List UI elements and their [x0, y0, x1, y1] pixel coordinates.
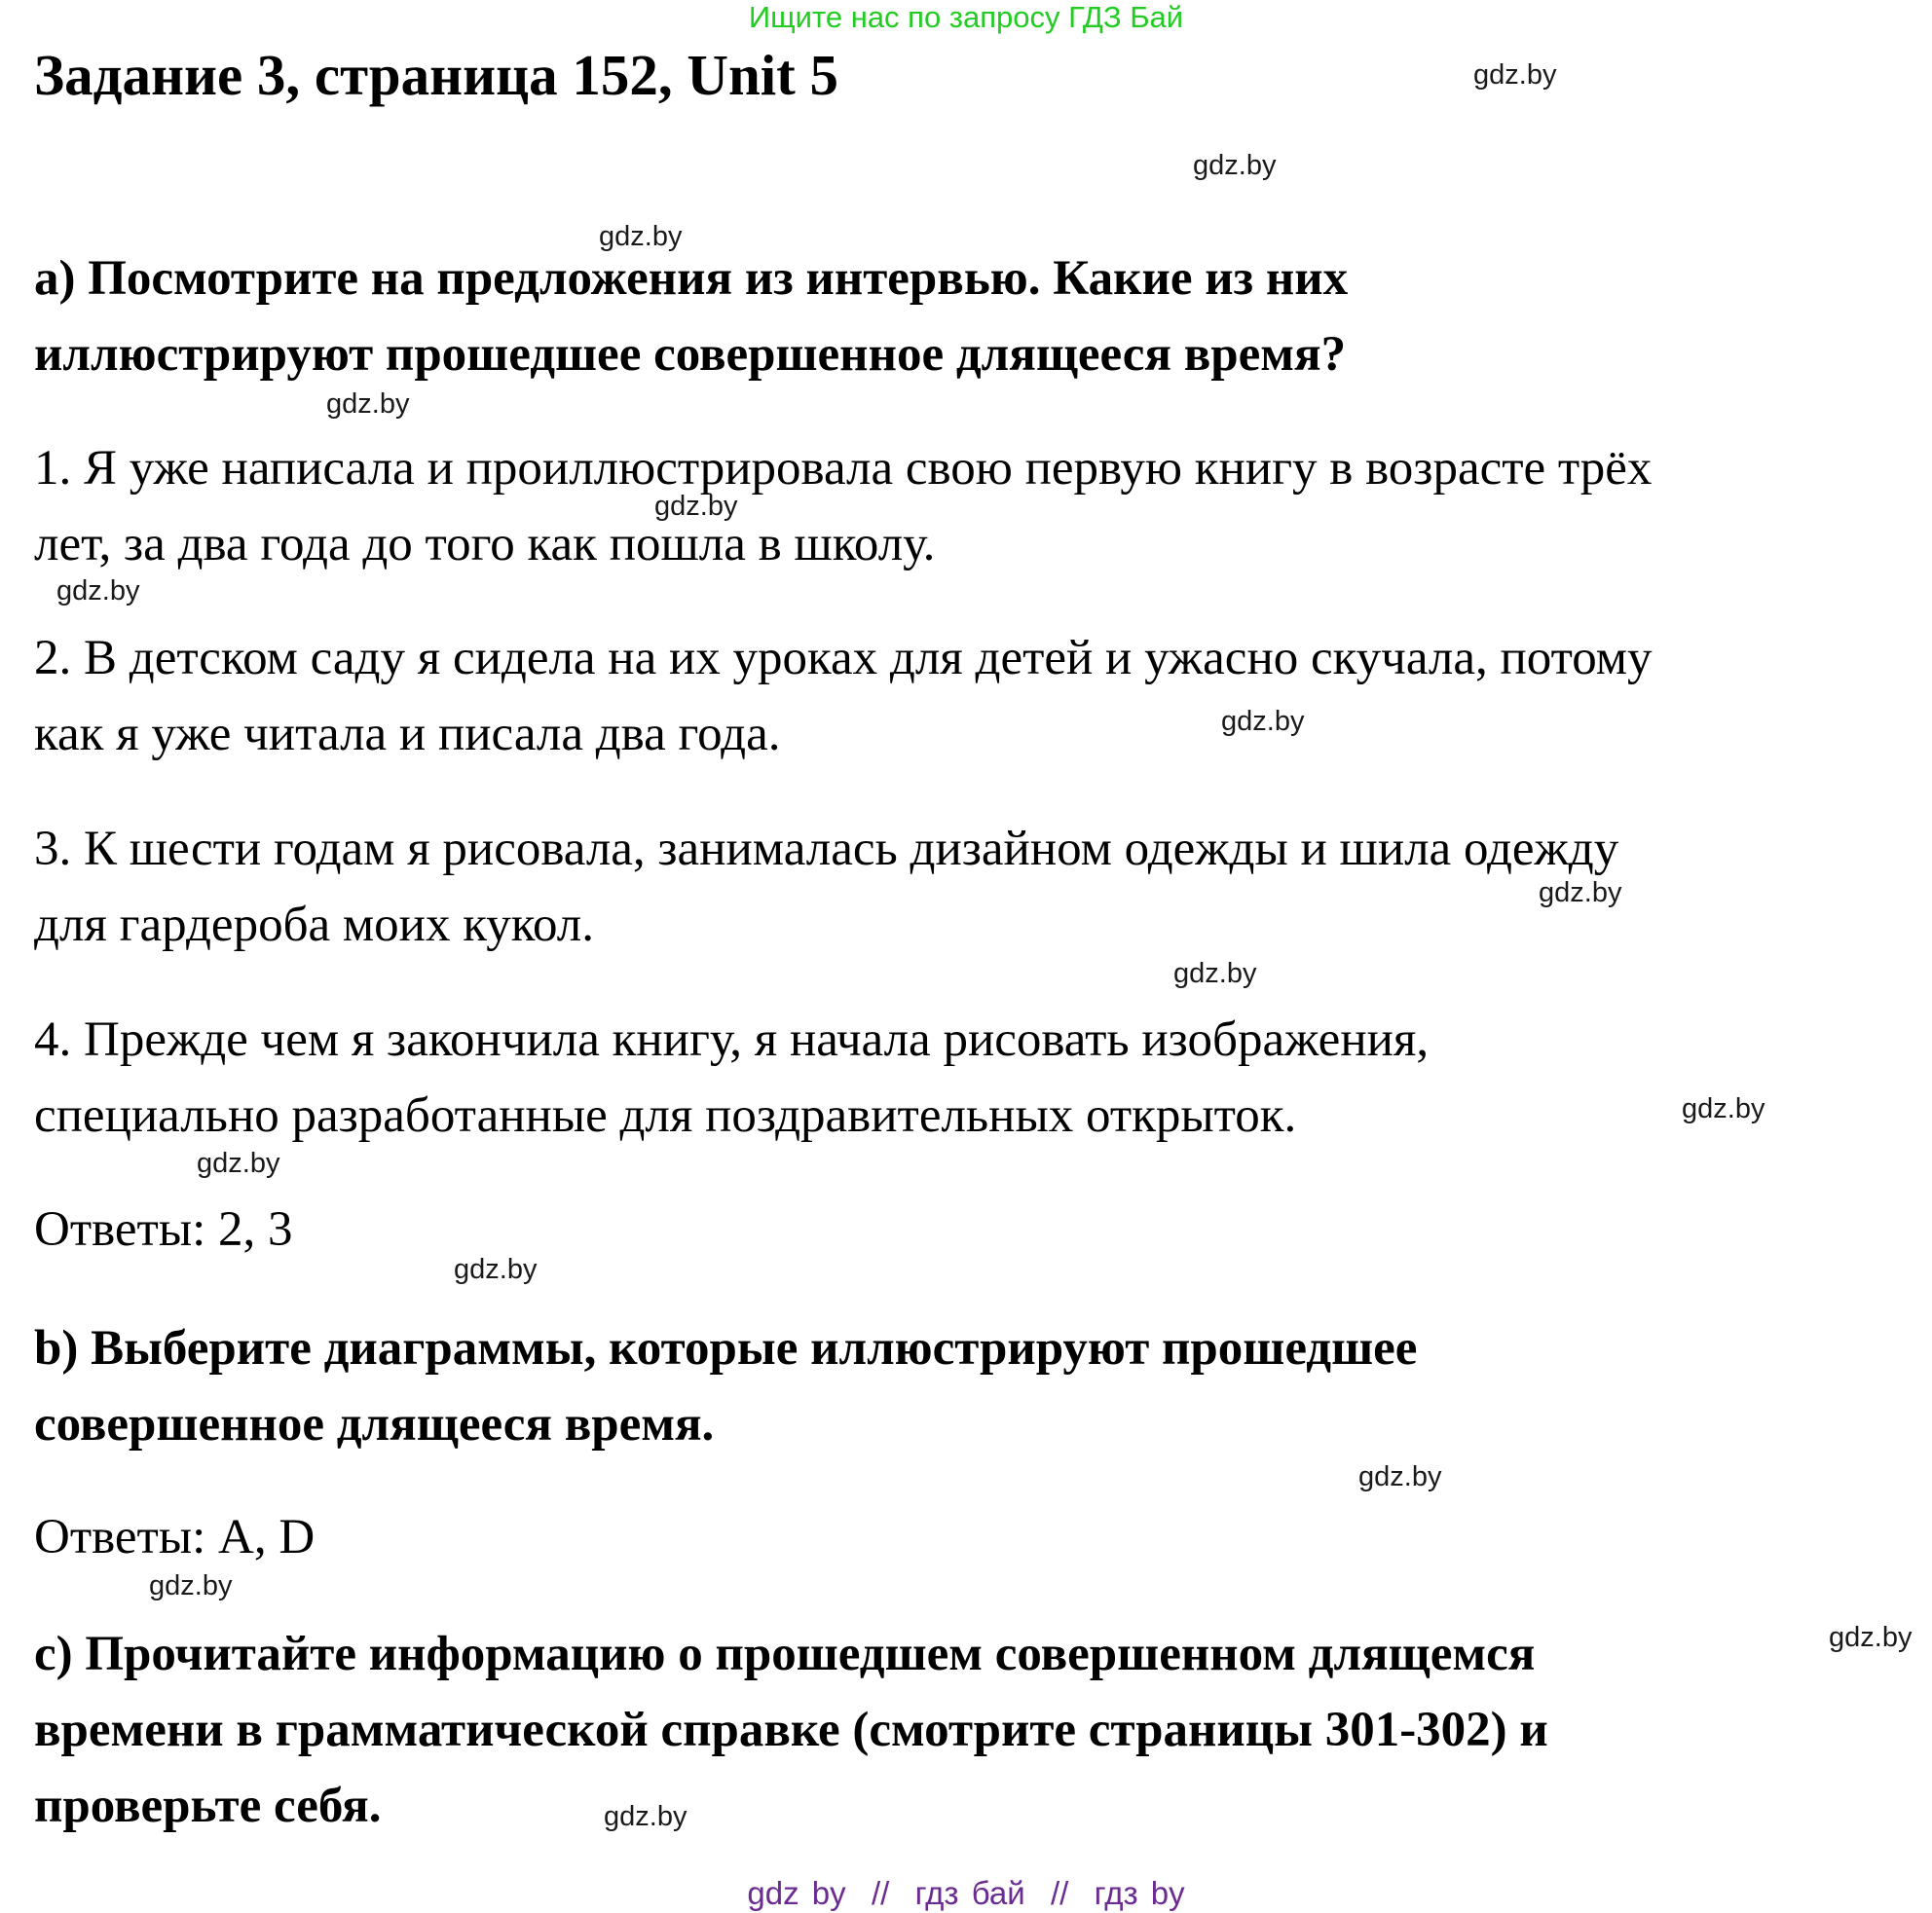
watermark: gdz.by — [197, 1148, 280, 1179]
watermark: gdz.by — [1682, 1093, 1765, 1124]
watermark: gdz.by — [149, 1570, 233, 1601]
item-3-line-2: для гардероба моих кукол. — [34, 898, 594, 952]
watermark: gdz.by — [599, 221, 683, 252]
top-banner[interactable]: Ищите нас по запросу ГДЗ Бай — [748, 0, 1184, 34]
watermark: gdz.by — [454, 1254, 538, 1285]
part-a-answer: Ответы: 2, 3 — [34, 1202, 293, 1257]
watermark: gdz.by — [1829, 1622, 1913, 1653]
part-c-heading-line-2: времени в грамматической справке (смотрите страницы 301-302) и — [34, 1703, 1548, 1757]
item-4-line-1: 4. Прежде чем я закончила книгу, я начала рисовать изображения, — [34, 1012, 1430, 1067]
item-4-line-2: специально разработанные для поздравительных открыток. — [34, 1088, 1297, 1143]
watermark: gdz.by — [56, 575, 140, 607]
part-c-heading-line-3: проверьте себя. — [34, 1779, 382, 1833]
watermark: gdz.by — [1173, 958, 1257, 989]
item-2-line-1: 2. В детском саду я сидела на их уроках для детей и ужасно скучала, потому — [34, 631, 1653, 685]
part-a-heading-line-1: a) Посмотрите на предложения из интервью. Какие из них — [34, 251, 1349, 306]
part-b-heading-line-1: b) Выберите диаграммы, которые иллюстрируют прошедшее — [34, 1321, 1418, 1376]
watermark: gdz.by — [326, 388, 410, 420]
item-3-line-1: 3. К шести годам я рисовала, занималась дизайном одежды и шила одежду — [34, 822, 1619, 876]
item-2-line-2: как я уже читала и писала два года. — [34, 707, 781, 761]
watermark: gdz.by — [604, 1801, 687, 1832]
watermark: gdz.by — [1193, 150, 1277, 181]
part-b-answer: Ответы: A, D — [34, 1510, 316, 1564]
part-a-heading-line-2: иллюстрируют прошедшее совершенное длящееся время? — [34, 327, 1347, 382]
watermark: gdz.by — [654, 491, 738, 522]
watermark: gdz.by — [1473, 59, 1557, 91]
watermark: gdz.by — [1221, 706, 1305, 737]
part-b-heading-line-2: совершенное длящееся время. — [34, 1397, 715, 1452]
watermark: gdz.by — [1539, 877, 1622, 908]
item-1-line-1: 1. Я уже написала и проиллюстрировала свою первую книгу в возрасте трёх — [34, 441, 1653, 496]
page-title: Задание 3, страница 152, Unit 5 — [34, 43, 839, 107]
part-c-heading-line-1: c) Прочитайте информацию о прошедшем совершенном длящемся — [34, 1627, 1536, 1681]
item-1-line-2: лет, за два года до того как пошла в школу. — [34, 517, 936, 571]
watermark: gdz.by — [1358, 1461, 1442, 1492]
footer-links[interactable]: gdz by // гдз бай // гдз by — [747, 1875, 1185, 1911]
